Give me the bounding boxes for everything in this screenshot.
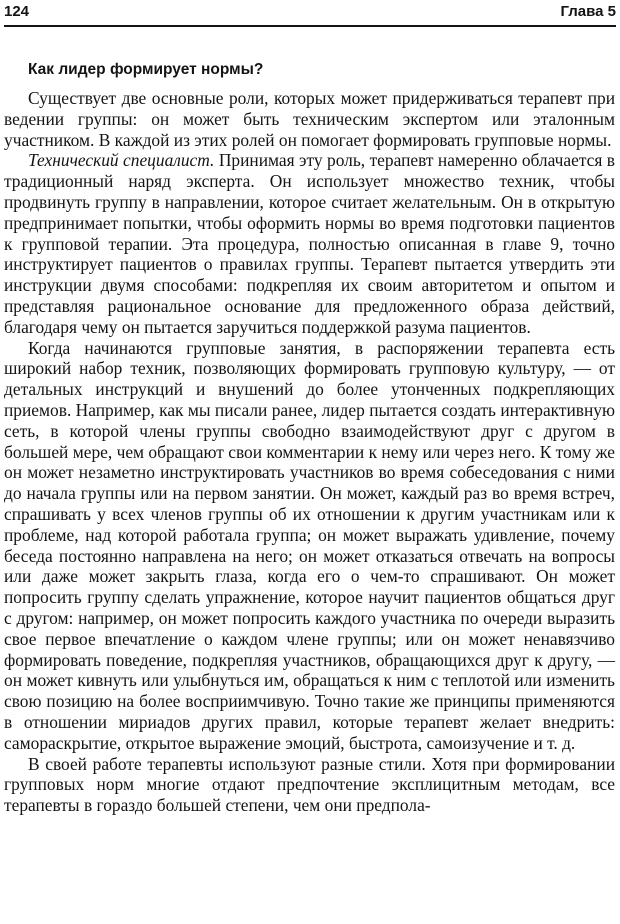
paragraph-techniques	[4, 338, 615, 754]
running-head	[4, 0, 616, 22]
chapter-title: Глава 5	[560, 3, 616, 20]
paragraph-lead-term: Технический специалист.	[28, 150, 215, 171]
paragraph-text: Принимая эту роль, терапевт намеренно облачается в традиционный наряд эксперта. Он использует множество техник, чтобы продвинуть группу в направлении, которое считает желательным. Он в открытую предпринимает попытки, чтобы оформить нормы во время подготовки пациентов к групповой терапии. Эта процедура, полностью описанная в главе 9, точно инструктирует пациентов о правилах группы. Терапевт пытается утвердить эти инструкции двумя способами: подкрепляя их своим авторитетом и опытом и представляя рациональное основание для предложенного образа действий, благодаря чему он пытается заручиться поддержкой разума пациентов.	[4, 150, 615, 337]
paragraph-styles	[4, 754, 615, 816]
page-number: 124	[4, 3, 30, 20]
paragraph-text: Существует две основные роли, которых может придерживаться терапевт при ведении группы: он может быть техническим экспертом или эталонным участником. В каждой из этих ролей он помогает формировать групповые нормы.	[4, 88, 615, 150]
section-heading: Как лидер формирует нормы?	[28, 61, 264, 78]
paragraph-text: В своей работе терапевты используют разные стили. Хотя при формировании групповых норм многие отдают предпочтение эксплицитным методам, все терапевты в гораздо большей степени, чем они предпола-	[4, 753, 615, 816]
paragraph-technical-specialist	[4, 150, 615, 337]
paragraph-roles	[4, 88, 615, 150]
page-body	[4, 58, 615, 816]
header-rule	[4, 25, 616, 27]
paragraph-text: Когда начинаются групповые занятия, в распоряжении терапевта есть широкий набор техник, позволяющих формировать групповую культуру, — от детальных инструкций и внушений до более утонченных подкрепляющих приемов. Например, как мы писали ранее, лидер пытается создать интерактивную сеть, в которой члены группы свободно взаимодействуют друг с другом в большей мере, чем обращают свои комментарии к нему или через него. К тому же он может незаметно инструктировать участников во время собеседования с ними до начала группы или на первом занятии. Он может, каждый раз во время встреч, спрашивать у всех членов группы об их отношении к другим участникам или к проблеме, над которой работала группа; он может выражать удивление, почему беседа постоянно направлена на него; он может отказаться отвечать на вопросы или даже может закрыть глаза, когда его о чем-то спрашивают. Он может попросить группу сделать упражнение, которое научит пациентов общаться друг с другом: например, он может попросить каждого участника по очереди выразить свое первое впечатление о каждом члене группы; или он может ненавязчиво формировать поведение, подкрепляя участников, обращающихся друг к другу, — он может кивнуть или улыбнуться им, обращаться к ним с теплотой или изменить свою позицию на более восприимчивую. Точно такие же принципы применяются в отношении мириадов других правил, которые терапевт желает внедрить: самораскрытие, открытое выражение эмоций, быстрота, самоизучение и т. д.	[4, 337, 615, 753]
